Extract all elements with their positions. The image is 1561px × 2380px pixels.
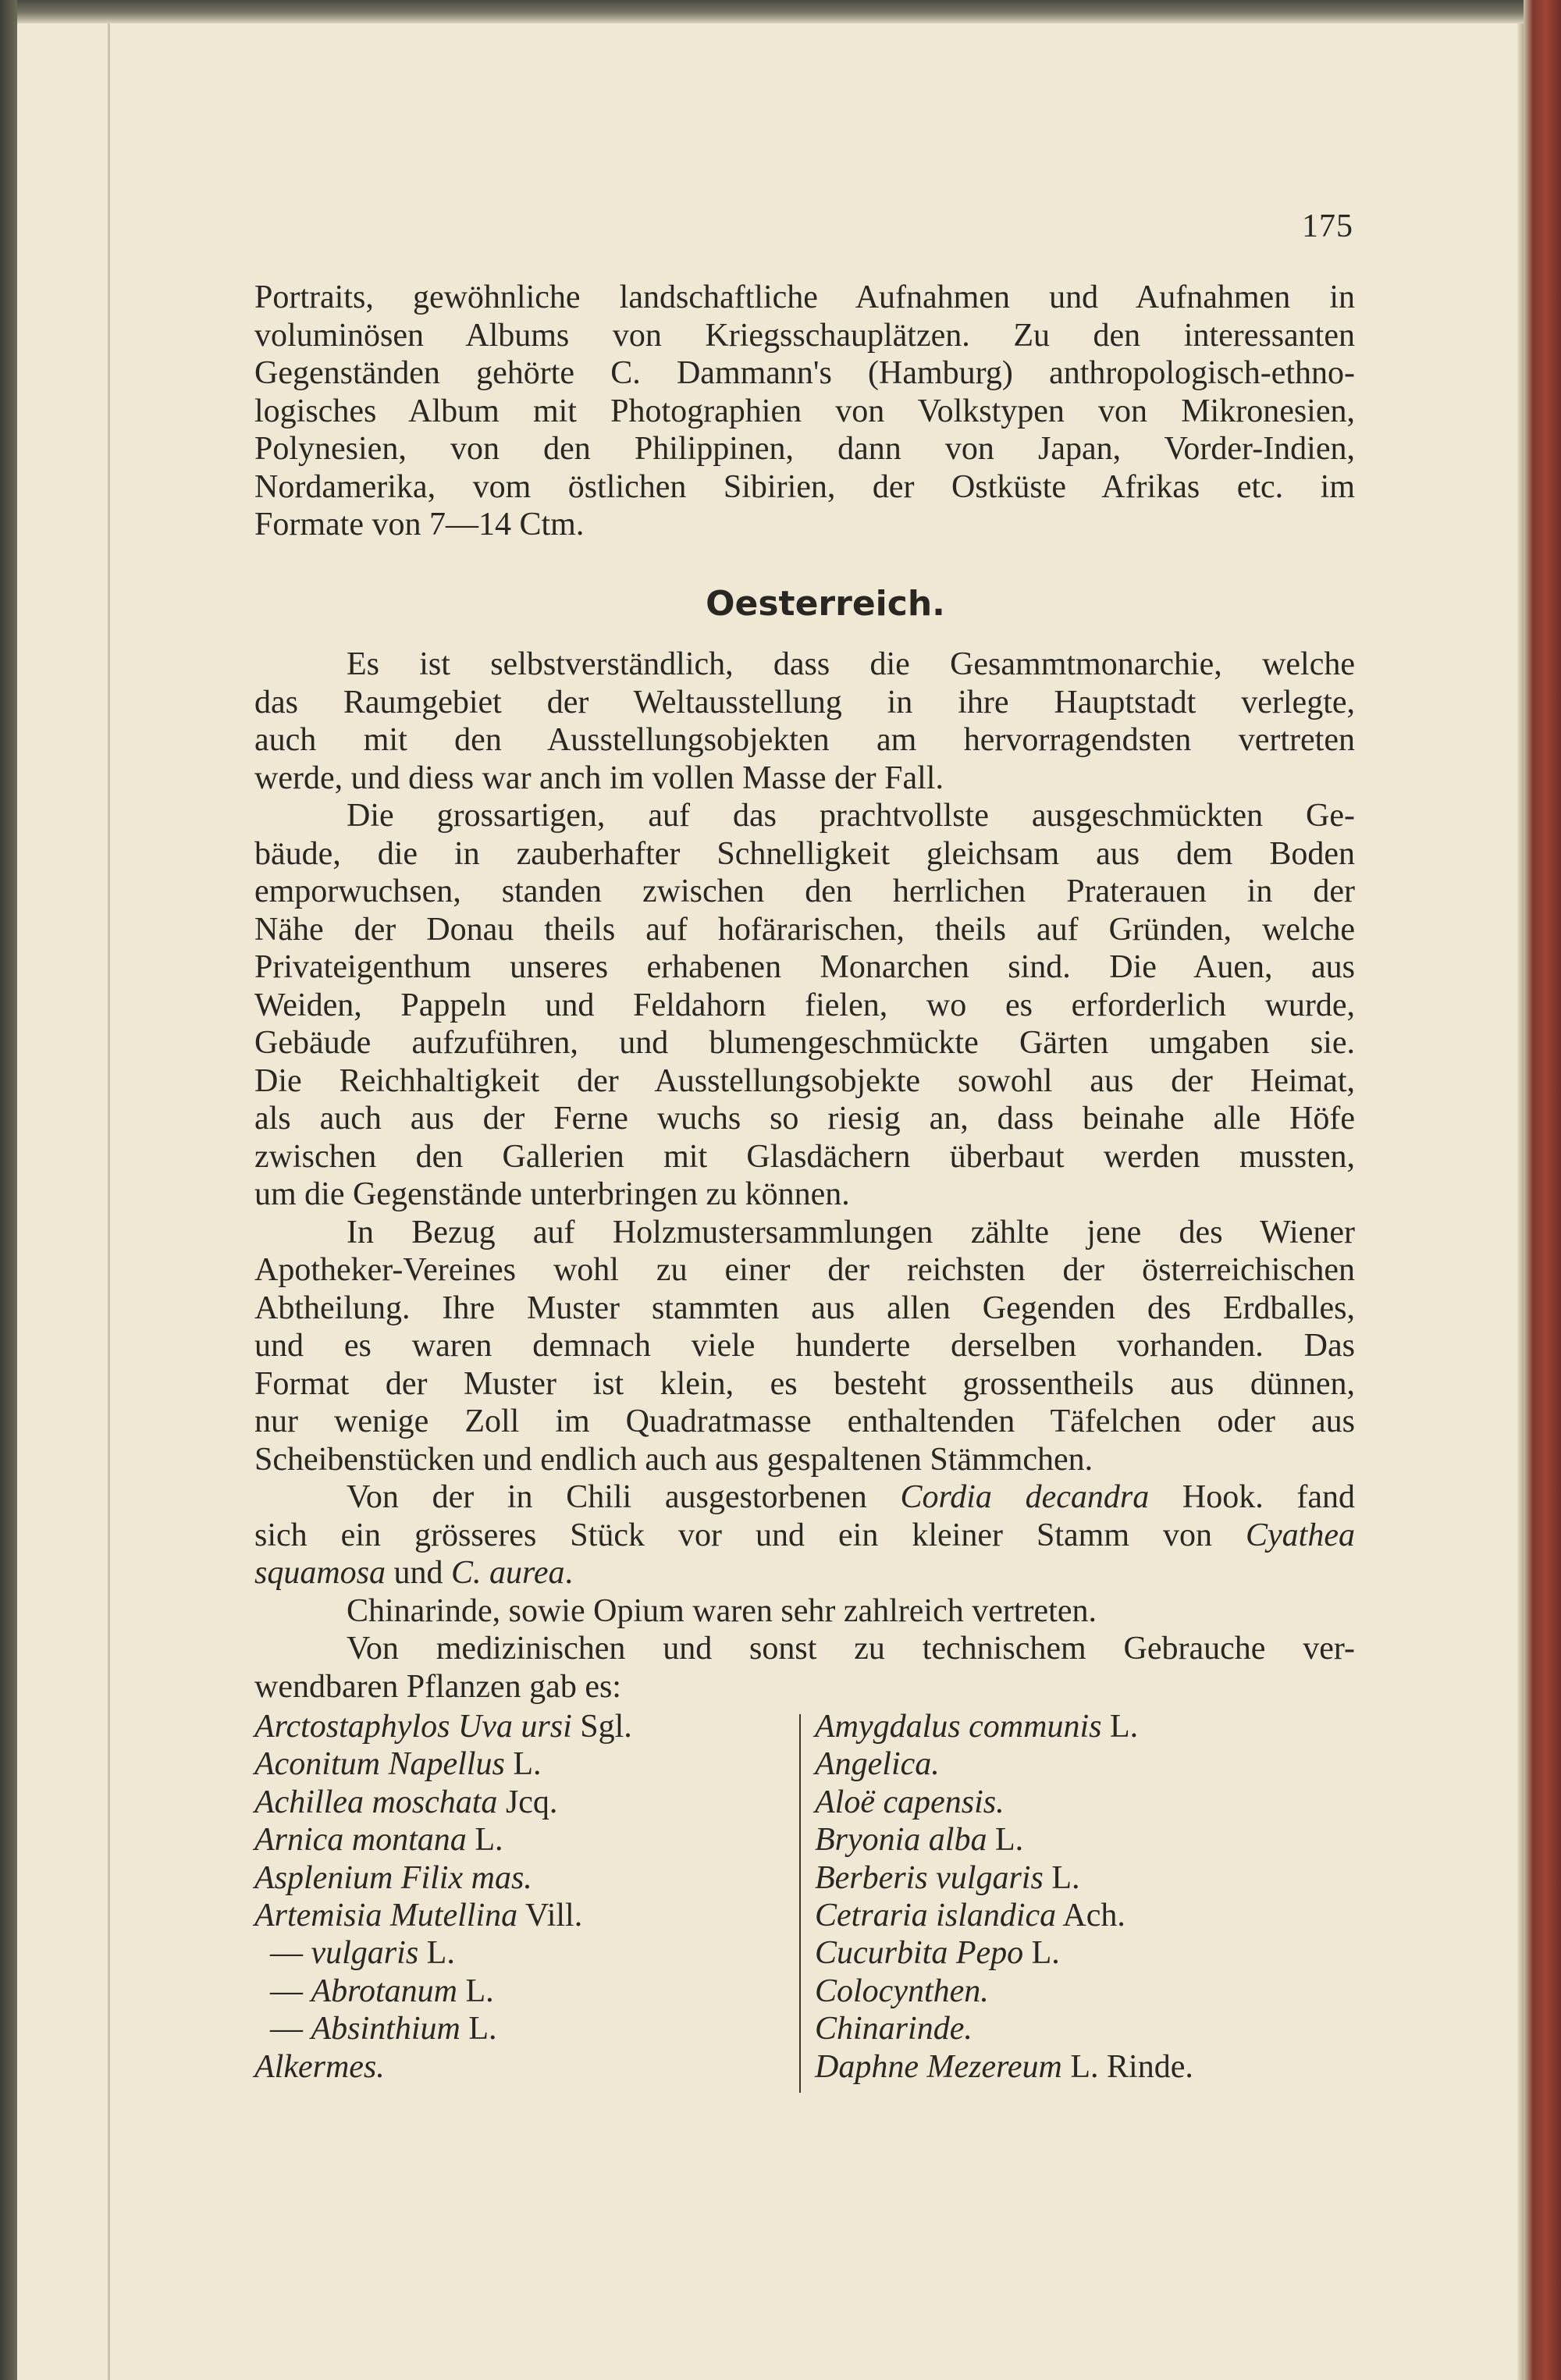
paragraph xyxy=(254,1592,1355,1631)
text-segment: Vill. xyxy=(517,1897,583,1934)
list-item xyxy=(254,1784,632,1821)
text-segment: L. Rinde. xyxy=(1061,2048,1193,2085)
text-segment: Format der Muster ist klein, es besteht grossentheils aus dünnen, xyxy=(254,1365,1355,1402)
list-item xyxy=(815,1745,1193,1783)
text-line xyxy=(254,317,1355,355)
list-item xyxy=(815,1784,1193,1821)
text-line xyxy=(254,646,1355,684)
text-line xyxy=(254,797,1355,835)
text-line xyxy=(254,684,1355,722)
text-line xyxy=(254,948,1355,987)
text-segment: emporwuchsen, standen zwischen den herrlichen Praterauen in der xyxy=(254,873,1355,909)
page-number: 175 xyxy=(1302,208,1353,244)
list-item xyxy=(254,1973,632,2010)
italic-text: Cetraria islandica xyxy=(815,1897,1057,1934)
text-segment: L. xyxy=(460,2011,497,2047)
text-line xyxy=(254,987,1355,1025)
text-segment: Jcq. xyxy=(497,1784,558,1820)
plant-list-left-column xyxy=(254,1708,632,2086)
list-item xyxy=(254,1897,632,1934)
text-line xyxy=(254,1592,1355,1631)
book-cover-top-edge xyxy=(0,0,1561,23)
text-segment: Hook. fand xyxy=(1149,1479,1355,1515)
italic-text: Colocynthen. xyxy=(815,1973,989,2009)
text-line xyxy=(254,1290,1355,1328)
text-line xyxy=(254,1668,1355,1706)
text-line xyxy=(254,760,1355,798)
text-line xyxy=(254,1630,1355,1668)
italic-text: Berberis vulgaris xyxy=(815,1859,1044,1896)
text-segment: L. xyxy=(1101,1709,1139,1745)
italic-text: Angelica. xyxy=(815,1746,940,1783)
section-heading: Oesterreich. xyxy=(706,584,945,624)
italic-text: Daphne Mezereum xyxy=(815,2048,1062,2085)
column-divider xyxy=(799,1714,801,2093)
text-segment: L. xyxy=(1023,1935,1060,1972)
text-segment: . xyxy=(564,1555,573,1591)
text-segment: Apotheker-Vereines wohl zu einer der reichsten der österreichischen xyxy=(254,1252,1355,1288)
text-segment: sich ein grösseres Stück vor und ein kleiner Stamm von xyxy=(254,1517,1246,1553)
text-segment: und xyxy=(386,1555,452,1591)
text-line xyxy=(254,1478,1355,1517)
text-segment: voluminösen Albums von Kriegsschauplätzen. Zu den interessanten xyxy=(254,317,1355,354)
text-line xyxy=(254,1327,1355,1365)
text-segment: L. xyxy=(987,1822,1024,1859)
italic-text: Chinarinde. xyxy=(815,2011,973,2047)
text-segment: Nähe der Donau theils auf hofärarischen, theils auf Gründen, welche xyxy=(254,911,1355,948)
text-segment: Gebäude aufzuführen, und blumengeschmückte Gärten umgaben sie. xyxy=(254,1025,1355,1061)
text-segment: L. xyxy=(457,1973,494,2009)
text-segment: Scheibenstücken und endlich auch aus gespaltenen Stämmchen. xyxy=(254,1441,1093,1478)
paragraph xyxy=(254,1214,1355,1479)
page-edge xyxy=(1517,23,1524,2380)
text-segment: um die Gegenstände unterbringen zu können. xyxy=(254,1176,850,1212)
text-segment: das Raumgebiet der Weltausstellung in ihre Hauptstadt verlegte, xyxy=(254,684,1355,720)
text-segment: Abtheilung. Ihre Muster stammten aus allen Gegenden des Erdballes, xyxy=(254,1290,1355,1326)
text-line xyxy=(254,1365,1355,1403)
italic-text: Cucurbita Pepo xyxy=(815,1935,1024,1972)
italic-text: Aconitum Napellus xyxy=(254,1746,505,1783)
italic-text: Arctostaphylos Uva ursi xyxy=(254,1709,572,1745)
paragraph xyxy=(254,646,1355,797)
italic-text: Alkermes. xyxy=(254,2048,385,2085)
body-text xyxy=(254,646,1355,1706)
italic-text: Artemisia Mutellina xyxy=(254,1897,518,1934)
paragraph xyxy=(254,1630,1355,1706)
text-line xyxy=(254,835,1355,873)
paragraph xyxy=(254,797,1355,1214)
italic-text: Asplenium Filix mas. xyxy=(254,1859,532,1896)
text-segment: nur wenige Zoll im Quadratmasse enthaltenden Täfelchen oder aus xyxy=(254,1403,1355,1439)
text-segment: Portraits, gewöhnliche landschaftliche Aufnahmen und Aufnahmen in xyxy=(254,279,1355,315)
plant-list-right-column xyxy=(815,1708,1193,2086)
text-line xyxy=(254,506,1355,544)
text-segment: Nordamerika, vom östlichen Sibirien, der Ostküste Afrikas etc. im xyxy=(254,468,1355,505)
text-segment: — xyxy=(270,1973,311,2009)
text-segment: werde, und diess war anch im vollen Masse der Fall. xyxy=(254,760,944,796)
text-segment: Die Reichhaltigkeit der Ausstellungsobjekte sowohl aus der Heimat, xyxy=(254,1062,1355,1099)
italic-text: C. aurea xyxy=(451,1555,565,1591)
text-line xyxy=(254,393,1355,431)
text-line xyxy=(254,1176,1355,1214)
text-segment: Die grossartigen, auf das prachtvollste ausgeschmückten Ge- xyxy=(347,798,1355,834)
text-segment: Von der in Chili ausgestorbenen xyxy=(347,1479,901,1515)
text-segment: Chinarinde, sowie Opium waren sehr zahlreich vertreten. xyxy=(347,1592,1097,1629)
list-item xyxy=(815,1934,1193,1972)
intro-paragraph xyxy=(254,279,1355,544)
italic-text: vulgaris xyxy=(311,1935,419,1972)
list-item xyxy=(815,1708,1193,1745)
italic-text: squamosa xyxy=(254,1555,386,1591)
text-segment: L. xyxy=(466,1822,503,1859)
text-segment: Formate von 7—14 Ctm. xyxy=(254,507,585,543)
list-item xyxy=(815,2048,1193,2086)
book-binding-right xyxy=(1524,0,1561,2380)
text-line xyxy=(254,1062,1355,1101)
text-segment: auch mit den Ausstellungsobjekten am hervorragendsten vertreten xyxy=(254,722,1355,758)
list-item xyxy=(254,2010,632,2047)
text-line xyxy=(254,1441,1355,1479)
italic-text: Abrotanum xyxy=(311,1973,457,2009)
text-line xyxy=(254,468,1355,507)
text-line xyxy=(254,279,1355,317)
text-line xyxy=(254,430,1355,468)
text-line xyxy=(254,1214,1355,1252)
text-line xyxy=(254,1138,1355,1176)
text-line xyxy=(254,1251,1355,1290)
book-cover-left-edge xyxy=(0,0,17,2380)
text-line xyxy=(254,1517,1355,1555)
text-segment: Von medizinischen und sonst zu technischem Gebrauche ver- xyxy=(347,1631,1355,1667)
list-item xyxy=(815,1859,1193,1897)
text-line xyxy=(254,354,1355,393)
page-gutter-shadow xyxy=(108,23,110,2380)
text-segment: Polynesien, von den Philippinen, dann von Japan, Vorder-Indien, xyxy=(254,431,1355,467)
text-segment: und es waren demnach viele hunderte derselben vorhanden. Das xyxy=(254,1328,1355,1364)
text-segment: zwischen den Gallerien mit Glasdächern überbaut werden mussten, xyxy=(254,1138,1355,1175)
text-segment: Weiden, Pappeln und Feldahorn fielen, wo es erforderlich wurde, xyxy=(254,987,1355,1023)
italic-text: Cyathea xyxy=(1246,1517,1355,1553)
italic-text: Amygdalus communis xyxy=(815,1709,1102,1745)
text-segment: L. xyxy=(504,1746,542,1783)
list-item xyxy=(254,1859,632,1897)
text-segment: wendbaren Pflanzen gab es: xyxy=(254,1668,621,1705)
paragraph xyxy=(815,1708,1193,2086)
text-segment: Ach. xyxy=(1056,1897,1125,1934)
italic-text: Bryonia alba xyxy=(815,1822,987,1859)
list-item xyxy=(815,1973,1193,2010)
list-item xyxy=(254,1708,632,1745)
text-segment: als auch aus der Ferne wuchs so riesig an, dass beinahe alle Höfe xyxy=(254,1101,1355,1137)
italic-text: Achillea moschata xyxy=(254,1784,498,1820)
text-line xyxy=(254,1403,1355,1441)
list-item xyxy=(815,1821,1193,1859)
italic-text: Arnica montana xyxy=(254,1822,467,1859)
text-line xyxy=(254,1100,1355,1138)
text-line xyxy=(254,1024,1355,1062)
paragraph xyxy=(254,1478,1355,1592)
list-item xyxy=(815,2010,1193,2047)
list-item xyxy=(254,1745,632,1783)
text-line xyxy=(254,911,1355,949)
text-segment: — xyxy=(270,1935,311,1972)
text-segment: Sgl. xyxy=(571,1709,632,1745)
text-segment: logisches Album mit Photographien von Volkstypen von Mikronesien, xyxy=(254,393,1355,429)
paragraph xyxy=(254,1708,632,2086)
text-line xyxy=(254,1554,1355,1592)
text-segment: In Bezug auf Holzmustersammlungen zählte jene des Wiener xyxy=(347,1214,1355,1250)
list-item xyxy=(254,1821,632,1859)
list-item xyxy=(815,1897,1193,1934)
text-segment: Privateigenthum unseres erhabenen Monarchen sind. Die Auen, aus xyxy=(254,949,1355,985)
text-segment: Es ist selbstverständlich, dass die Gesammtmonarchie, welche xyxy=(347,646,1355,682)
text-line xyxy=(254,721,1355,760)
text-line xyxy=(254,873,1355,911)
list-item xyxy=(254,1934,632,1972)
text-segment: Gegenständen gehörte C. Dammann's (Hamburg) anthropologisch-ethno- xyxy=(254,355,1355,391)
paragraph xyxy=(254,279,1355,544)
text-segment: L. xyxy=(418,1935,455,1972)
text-segment: — xyxy=(270,2011,311,2047)
italic-text: Aloë capensis. xyxy=(815,1784,1005,1820)
text-segment: bäude, die in zauberhafter Schnelligkeit gleichsam aus dem Boden xyxy=(254,835,1355,872)
list-item xyxy=(254,2048,632,2086)
italic-text: Absinthium xyxy=(311,2011,460,2047)
text-segment: L. xyxy=(1043,1859,1080,1896)
italic-text: Cordia decandra xyxy=(900,1479,1150,1515)
